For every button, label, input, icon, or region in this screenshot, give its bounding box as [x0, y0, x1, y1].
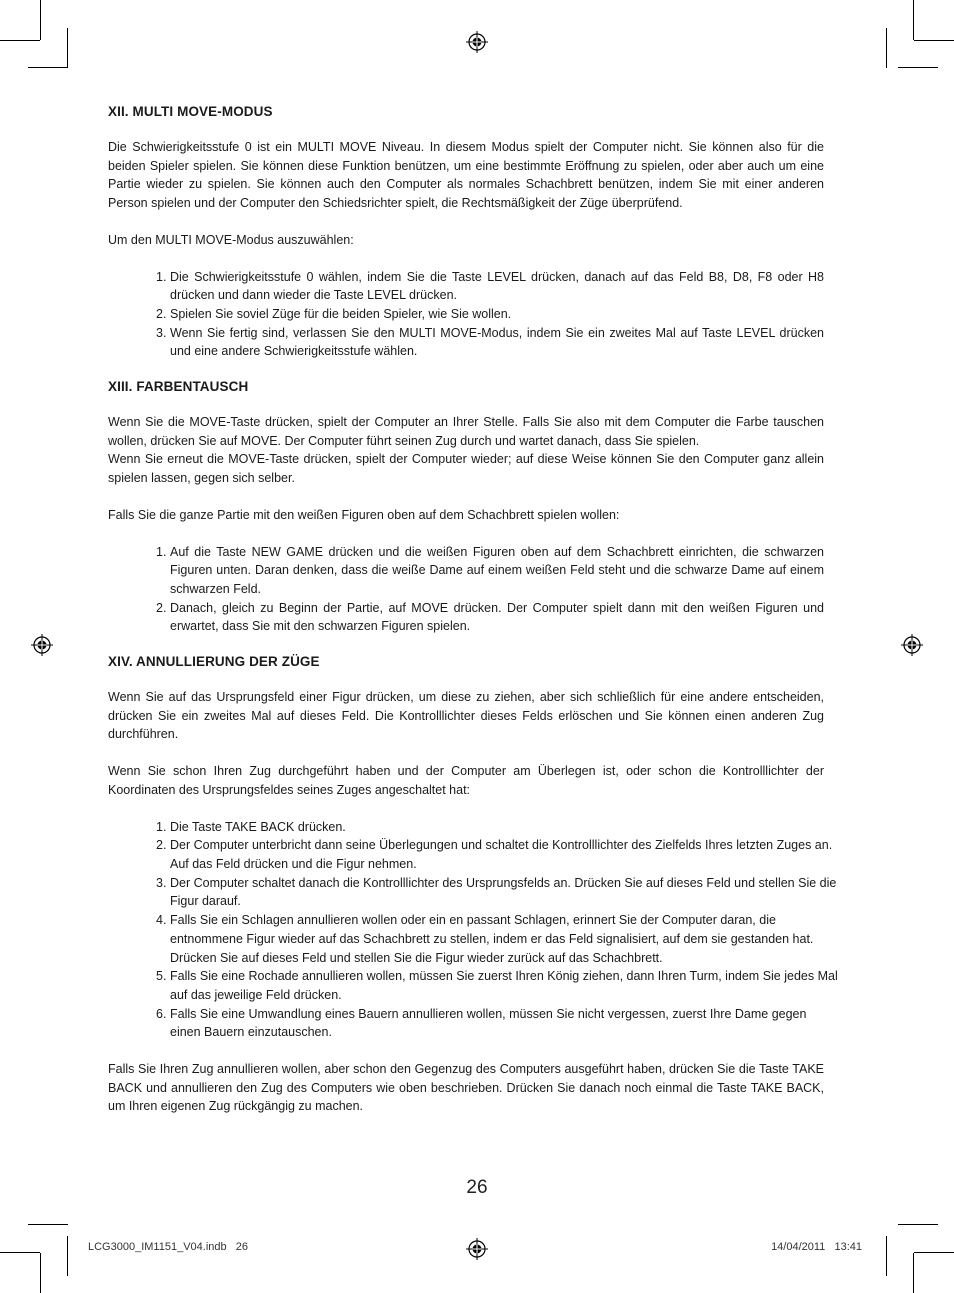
page-number: 26 — [466, 1177, 488, 1198]
crop-mark — [0, 40, 40, 41]
list-item: 1. Die Taste TAKE BACK drücken. — [156, 819, 346, 834]
registration-mark-icon — [31, 634, 53, 656]
registration-mark-icon — [901, 634, 923, 656]
section-heading: XIV. ANNULLIERUNG DER ZÜGE — [108, 654, 320, 670]
crop-mark — [898, 67, 938, 68]
paragraph: Falls Sie die ganze Partie mit den weißen Figuren oben auf dem Schachbrett spielen wollen: — [108, 507, 620, 522]
list-item: 1. Die Schwierigkeitsstufe 0 wählen, indem Sie die Taste LEVEL drücken, danach auf das Feld B8, D8, F8 oder H8 drücken und dann wieder die Taste LEVEL drücken. — [156, 269, 824, 303]
list-item: 1. Auf die Taste NEW GAME drücken und die weißen Figuren oben auf dem Schachbrett einrichten, die schwarzen Figuren unten. Daran denken, dass die weiße Dame auf einem weißen Feld steht und die schwarze Dame auf einem schwarzen Feld. — [156, 544, 824, 596]
crop-mark — [913, 0, 914, 40]
footer-filename: LCG3000_IM1151_V04.indb 26 — [88, 1241, 249, 1253]
list-item: 3. Der Computer schaltet danach die Kontrolllichter des Ursprungsfelds an. Drücken Sie auf dieses Feld und stellen Sie die Figur darauf. — [156, 875, 837, 909]
crop-mark — [914, 40, 954, 41]
crop-mark — [898, 1224, 938, 1225]
list-item: 2. Spielen Sie soviel Züge für die beiden Spieler, wie Sie wollen. — [156, 306, 512, 321]
registration-mark-icon — [466, 31, 488, 53]
crop-mark — [67, 1236, 68, 1276]
paragraph: Wenn Sie die MOVE-Taste drücken, spielt der Computer an Ihrer Stelle. Falls Sie also mit dem Computer die Farbe tauschen wollen, drücken Sie auf MOVE. Der Computer führt seinen Zug durch und wartet danach, dass Sie spielen. — [108, 415, 824, 448]
list-item: 3. Wenn Sie fertig sind, verlassen Sie den MULTI MOVE-Modus, indem Sie ein zweites Mal auf Taste LEVEL drücken und eine andere Schwierigkeitsstufe wählen. — [156, 325, 824, 359]
crop-mark — [67, 28, 68, 68]
crop-mark — [886, 1236, 887, 1276]
document-body — [108, 104, 838, 1116]
paragraph: Wenn Sie schon Ihren Zug durchgeführt haben und der Computer am Überlegen ist, oder schon die Kontrolllichter der Koordinaten des Ursprungsfeldes seines Zuges angeschaltet hat: — [108, 764, 824, 797]
crop-mark — [40, 1253, 41, 1293]
section-heading: XIII. FARBENTAUSCH — [108, 379, 249, 395]
list-item: 4. Falls Sie ein Schlagen annullieren wollen oder ein en passant Schlagen, erinnert Sie der Computer daran, die entnommene Figur wieder auf das Schachbrett zu stellen, indem er das Feld signalisiert, auf dem sie gestanden hat. Drücken Sie auf dieses Feld und stellen Sie die Figur wieder zurück auf das Schachbrett. — [156, 913, 814, 965]
list-item: 6. Falls Sie eine Umwandlung eines Bauern annullieren wollen, müssen Sie nicht vergessen, zuerst Ihre Dame gegen einen Bauern einzutauschen. — [156, 1006, 807, 1040]
crop-mark — [913, 1253, 914, 1293]
crop-mark — [914, 1252, 954, 1253]
section-heading: XII. MULTI MOVE-MODUS — [108, 104, 273, 119]
numbered-list — [108, 268, 824, 362]
footer-timestamp: 14/04/2011 13:41 — [771, 1241, 862, 1253]
paragraph: Die Schwierigkeitsstufe 0 ist ein MULTI MOVE Niveau. In diesem Modus spielt der Computer nicht. Sie können also für die beiden Spieler spielen. Sie können diese Funktion benützen, um eine bestimmte Eröffnung zu spielen, oder aber auch um eine Partie wieder zu spielen. Sie können auch den Computer als normales Schachbrett benützen, indem Sie mit einer anderen Person spielen und der Computer den Schiedsrichter spielt, die Rechtsmäßigkeit der Züge überprüfend. — [108, 140, 824, 211]
paragraph: Wenn Sie auf das Ursprungsfeld einer Figur drücken, um diese zu ziehen, aber sich schließlich für eine andere entscheiden, drücken Sie ein zweites Mal auf dieses Feld. Die Kontrolllichter dieses Felds erlöschen und Sie können einen anderen Zug durchführen. — [108, 690, 824, 742]
numbered-list — [108, 543, 824, 637]
paragraph: Um den MULTI MOVE-Modus auszuwählen: — [108, 232, 354, 247]
list-item: 2. Der Computer unterbricht dann seine Überlegungen und schaltet die Kontrolllichter des Zielfelds Ihres letzten Zuges an. Auf das Feld drücken und die Figur nehmen. — [156, 838, 833, 871]
crop-mark — [0, 1252, 40, 1253]
paragraph: Wenn Sie erneut die MOVE-Taste drücken, spielt der Computer wieder; auf diese Weise können Sie den Computer ganz allein spielen lassen, gegen sich selber. — [108, 452, 824, 486]
list-item: 5. Falls Sie eine Rochade annullieren wollen, müssen Sie zuerst Ihren König ziehen, dann Ihren Turm, indem Sie jedes Mal auf das jeweilige Feld drücken. — [156, 969, 838, 1002]
numbered-list — [108, 818, 838, 1042]
registration-mark-icon — [466, 1238, 488, 1260]
list-item: 2. Danach, gleich zu Beginn der Partie, auf MOVE drücken. Der Computer spielt dann mit den weißen Figuren und erwartet, dass Sie mit den schwarzen Figuren spielen. — [156, 600, 824, 634]
crop-mark — [28, 1224, 68, 1225]
paragraph: Falls Sie Ihren Zug annullieren wollen, aber schon den Gegenzug des Computers ausgeführt haben, drücken Sie die Taste TAKE BACK und annullieren den Zug des Computers wie oben beschrieben. Drücken Sie danach noch einmal die Taste TAKE BACK, um Ihren eigenen Zug rückgängig zu machen. — [108, 1062, 824, 1114]
crop-mark — [886, 28, 887, 68]
crop-mark — [40, 0, 41, 40]
crop-mark — [28, 67, 68, 68]
